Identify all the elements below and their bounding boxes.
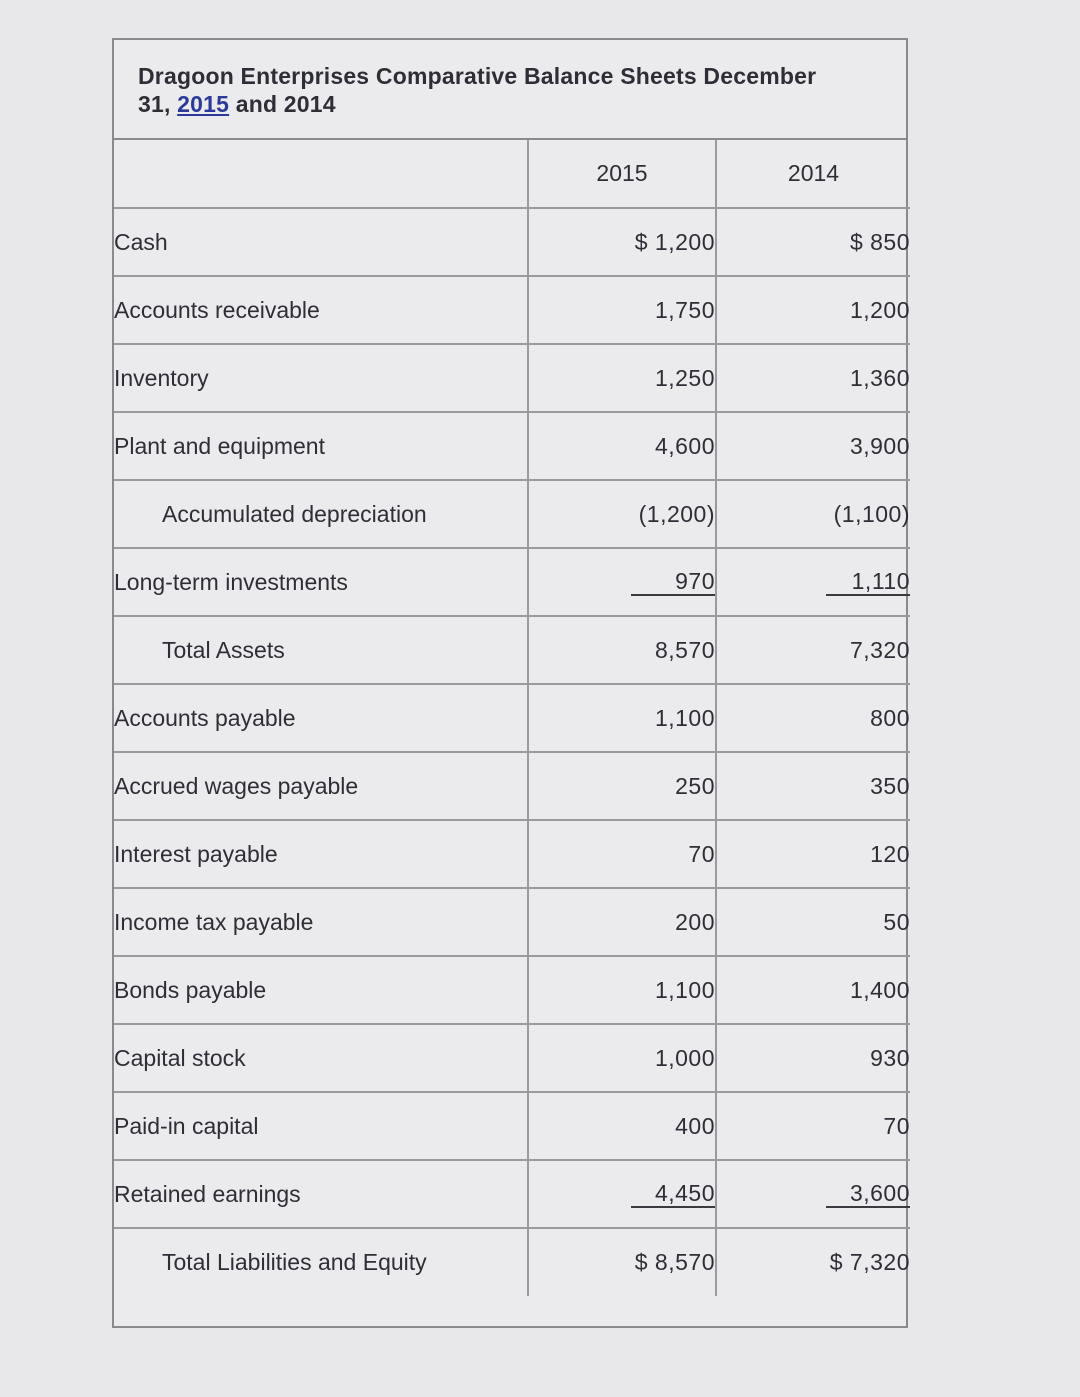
value-2014: 350 [716, 752, 910, 820]
value-2014-cell [716, 548, 910, 616]
value-2014: 1,200 [716, 276, 910, 344]
table-row-income-tax-payable [114, 888, 910, 956]
value-2014: 1,360 [716, 344, 910, 412]
table-row-accrued-wages-payable [114, 752, 910, 820]
value-2014: 50 [716, 888, 910, 956]
row-label: Plant and equipment [114, 412, 528, 480]
value-2014: 3,900 [716, 412, 910, 480]
value-2015: $ 1,200 [528, 208, 716, 276]
table-row-accounts-receivable [114, 276, 910, 344]
value-2015: 250 [528, 752, 716, 820]
value-2015-cell [528, 1160, 716, 1228]
balance-table [114, 140, 910, 1296]
value-2015: 1,100 [528, 956, 716, 1024]
value-2015: 1,000 [528, 1024, 716, 1092]
row-label: Long-term investments [114, 548, 528, 616]
value-2014: 1,110 [826, 568, 910, 596]
table-row-total-liabilities-equity [114, 1228, 910, 1296]
value-2014: 70 [716, 1092, 910, 1160]
table-row-total-assets [114, 616, 910, 684]
row-label: Income tax payable [114, 888, 528, 956]
row-label: Total Liabilities and Equity [114, 1228, 528, 1296]
table-row-accounts-payable [114, 684, 910, 752]
value-2014: (1,100) [716, 480, 910, 548]
title-date: 31, [138, 91, 178, 117]
value-2014: 800 [716, 684, 910, 752]
table-row-long-term-investments [114, 548, 910, 616]
title-date-end: and 2014 [229, 91, 336, 117]
value-2015: 1,250 [528, 344, 716, 412]
table-row-interest-payable [114, 820, 910, 888]
table-row-capital-stock [114, 1024, 910, 1092]
row-label: Interest payable [114, 820, 528, 888]
table-row-accumulated-depreciation [114, 480, 910, 548]
row-label: Paid-in capital [114, 1092, 528, 1160]
value-2014: $ 850 [716, 208, 910, 276]
value-2015: $ 8,570 [528, 1228, 716, 1296]
value-2015: 400 [528, 1092, 716, 1160]
table-row-cash [114, 208, 910, 276]
sheet-title [114, 40, 906, 140]
value-2014: 120 [716, 820, 910, 888]
row-label: Inventory [114, 344, 528, 412]
value-2015: 1,100 [528, 684, 716, 752]
table-row-plant-equipment [114, 412, 910, 480]
value-2015: 70 [528, 820, 716, 888]
row-label: Retained earnings [114, 1160, 528, 1228]
value-2015: 8,570 [528, 616, 716, 684]
value-2014: $ 7,320 [716, 1228, 910, 1296]
column-header-2014: 2014 [716, 140, 910, 208]
column-header-2015: 2015 [528, 140, 716, 208]
value-2014: 1,400 [716, 956, 910, 1024]
value-2015-cell [528, 548, 716, 616]
value-2015: 200 [528, 888, 716, 956]
balance-sheet [112, 38, 908, 1328]
row-label: Cash [114, 208, 528, 276]
value-2014: 7,320 [716, 616, 910, 684]
value-2015: (1,200) [528, 480, 716, 548]
value-2015: 1,750 [528, 276, 716, 344]
table-row-bonds-payable [114, 956, 910, 1024]
row-label: Capital stock [114, 1024, 528, 1092]
value-2014: 930 [716, 1024, 910, 1092]
row-label: Total Assets [114, 616, 528, 684]
table-row-retained-earnings [114, 1160, 910, 1228]
row-label: Bonds payable [114, 956, 528, 1024]
value-2015: 4,600 [528, 412, 716, 480]
row-label: Accounts receivable [114, 276, 528, 344]
value-2015: 970 [631, 568, 715, 596]
value-2015: 4,450 [631, 1180, 715, 1208]
header-blank [114, 140, 528, 208]
title-text: Dragoon Enterprises Comparative Balance Sheets December [138, 63, 817, 89]
header-row [114, 140, 910, 208]
row-label: Accumulated depreciation [114, 480, 528, 548]
table-row-inventory [114, 344, 910, 412]
value-2014-cell [716, 1160, 910, 1228]
title-year-link[interactable]: 2015 [177, 91, 230, 117]
value-2014: 3,600 [826, 1180, 910, 1208]
row-label: Accrued wages payable [114, 752, 528, 820]
row-label: Accounts payable [114, 684, 528, 752]
table-row-paid-in-capital [114, 1092, 910, 1160]
